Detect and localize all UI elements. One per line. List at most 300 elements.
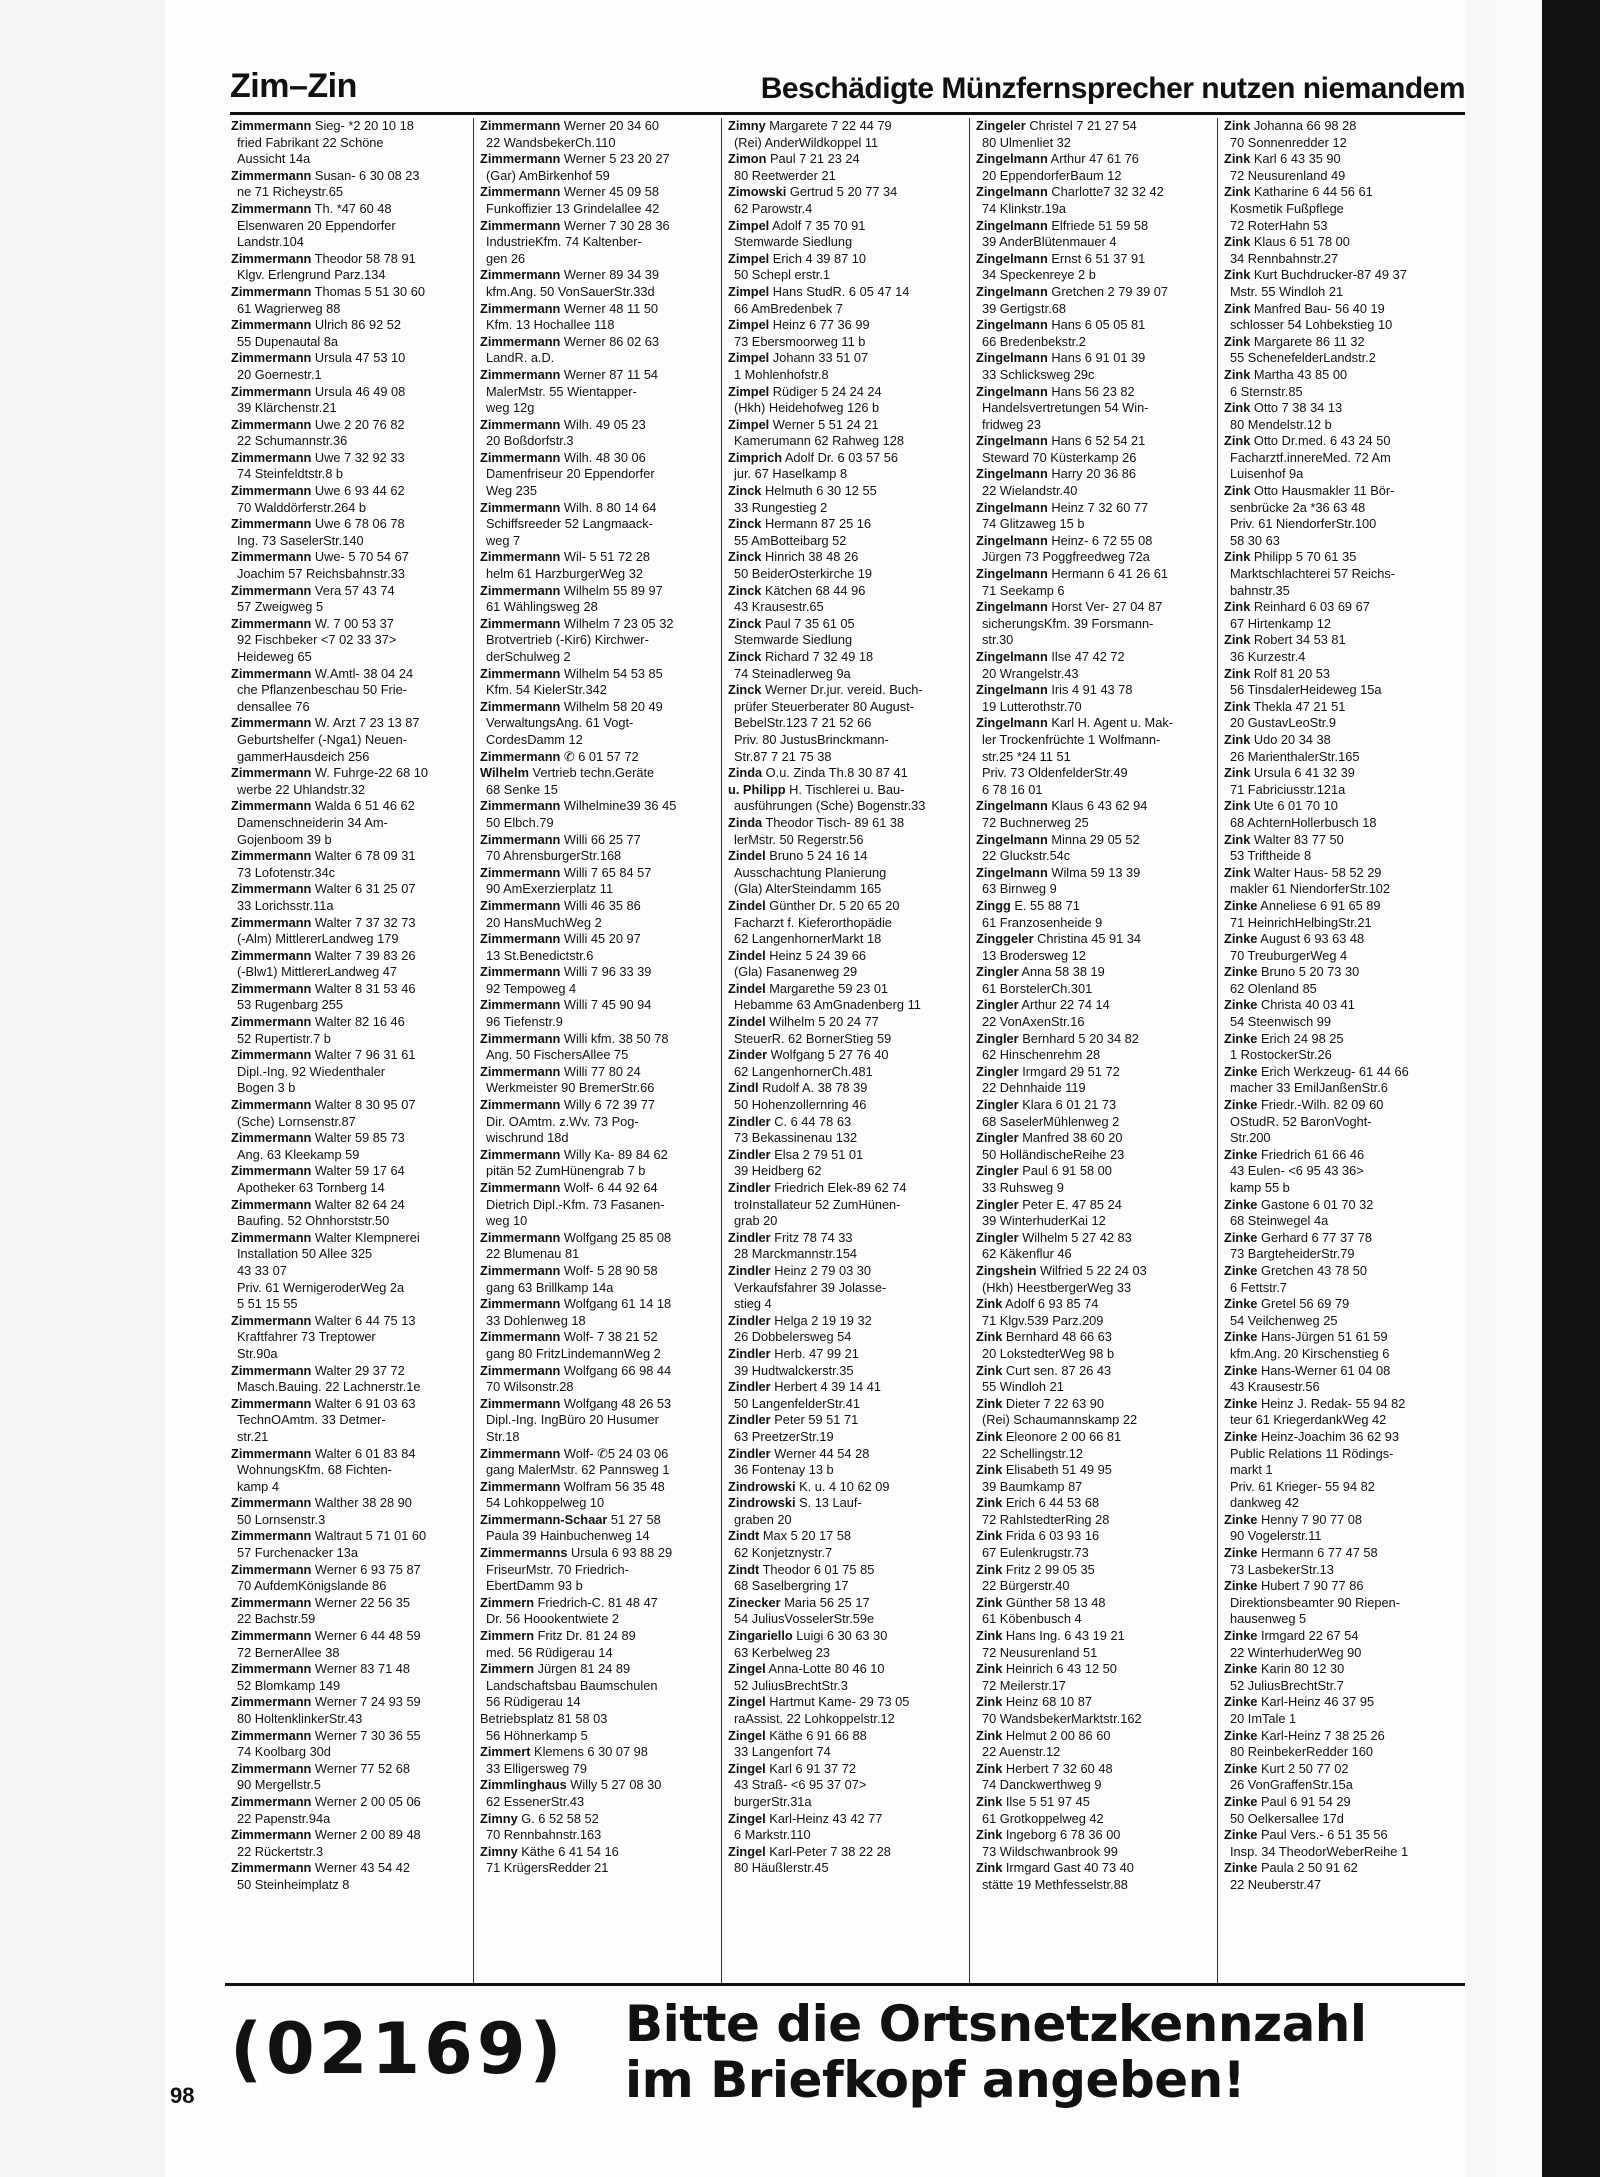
- entry-details: Helga 2 19 19 32: [770, 1312, 872, 1328]
- listing-entry: [970, 1263, 1210, 1296]
- entry-address: 6 Fettstr.7: [1230, 1279, 1287, 1295]
- entry-details: Fritz 2 99 05 35: [1002, 1561, 1095, 1577]
- entry-address: CordesDamm 12: [486, 731, 583, 747]
- entry-address: 57 Furchenacker 13a: [237, 1545, 358, 1561]
- entry-details: Walter 7 37 32 73: [311, 914, 416, 930]
- listing-entry: [722, 649, 962, 682]
- entry-surname: Zink: [976, 1661, 1003, 1677]
- listing-entry: [225, 981, 465, 1014]
- entry-address: Baufing. 52 Ohnhorststr.50: [237, 1213, 390, 1229]
- entry-address: 63 Kerbelweg 23: [734, 1644, 831, 1660]
- entry-details: Werner 2 00 89 48: [311, 1827, 421, 1843]
- entry-details: Hans Ing. 6 43 19 21: [1002, 1628, 1125, 1644]
- listing-entry: [474, 666, 714, 699]
- entry-address: 62 Konjetznystr.7: [734, 1545, 833, 1561]
- entry-details: Irmgard 22 67 54: [1257, 1628, 1359, 1644]
- listing-entry: [1218, 118, 1458, 151]
- listing-entry: [474, 1711, 714, 1744]
- entry-details: Udo 20 34 38: [1250, 731, 1331, 747]
- listing-entry: [225, 317, 465, 350]
- entry-address: 22 Bürgerstr.40: [982, 1578, 1070, 1594]
- entry-details: Theodor 58 78 91: [311, 250, 416, 266]
- entry-surname: Zinck: [728, 582, 762, 598]
- entry-surname: Zimmermann: [231, 1793, 312, 1809]
- listing-entry: [1218, 599, 1458, 632]
- entry-address: 50 HolländischeReihe 23: [982, 1146, 1125, 1162]
- entry-surname: Zingler: [976, 1063, 1019, 1079]
- listing-column-2: [473, 118, 714, 1983]
- listing-entry: [1218, 433, 1458, 483]
- footer-slogan-line2: im Briefkopf angeben!: [625, 2051, 1246, 2109]
- entry-surname: Zimmermann: [231, 317, 312, 333]
- listing-entry: [970, 218, 1210, 251]
- listing-entry: [722, 1379, 962, 1412]
- entry-surname: Zimmermann: [480, 964, 561, 980]
- entry-address: Klgv. Erlengrund Parz.134: [237, 267, 386, 283]
- entry-details: W. 7 00 53 37: [311, 615, 394, 631]
- entry-address: makler 61 NiendorferStr.102: [1230, 881, 1391, 897]
- listing-entry: [225, 1595, 465, 1628]
- entry-address: 22 WandsbekerCh.110: [486, 134, 616, 150]
- entry-address: Elsenwaren 20 Eppendorfer: [237, 217, 396, 233]
- entry-details: Heinrich 6 43 12 50: [1002, 1661, 1117, 1677]
- entry-address: 52 Blomkamp 149: [237, 1677, 341, 1693]
- entry-address: Landstr.104: [237, 234, 304, 250]
- entry-details: W. Arzt 7 23 13 87: [311, 715, 420, 731]
- entry-surname: Zimmermann: [480, 864, 561, 880]
- listing-entry: [225, 1528, 465, 1561]
- listing-entry: [474, 1844, 714, 1877]
- listing-entry: [722, 1595, 962, 1628]
- listing-entry: [225, 201, 465, 251]
- entry-details: Rüdiger 5 24 24 24: [769, 383, 882, 399]
- entry-address: Dietrich Dipl.-Kfm. 73 Fasanen-: [486, 1196, 665, 1212]
- listing-entry: [225, 1860, 465, 1893]
- entry-surname: Zimmermann: [480, 615, 561, 631]
- entry-surname: Zimmermann: [480, 1180, 561, 1195]
- listing-entry: [225, 417, 465, 450]
- entry-details: Wilfried 5 22 24 03: [1036, 1262, 1147, 1278]
- entry-details: Karl 6 91 37 72: [765, 1760, 857, 1776]
- entry-address: Heideweg 65: [237, 649, 312, 664]
- listing-entry: [474, 832, 714, 865]
- scan-margin-right: [1465, 0, 1600, 2177]
- listing-column-1: [225, 118, 465, 1983]
- entry-details: Charlotte7 32 32 42: [1047, 184, 1164, 200]
- entry-surname: Zimmermann: [480, 1262, 561, 1278]
- entry-address: kamp 55 b: [1230, 1180, 1290, 1195]
- listing-entry: [722, 1844, 962, 1877]
- entry-address: Str.18: [486, 1428, 520, 1444]
- entry-address: 92 Tempoweg 4: [486, 980, 577, 996]
- entry-surname: Zimmermann: [480, 549, 561, 565]
- entry-address: 22 WinterhuderWeg 90: [1230, 1644, 1362, 1660]
- entry-details: Heinz 7 32 60 77: [1047, 499, 1149, 515]
- entry-details: Peter 59 51 71: [770, 1412, 859, 1428]
- listing-entry: [225, 715, 465, 765]
- entry-details: Katharine 6 44 56 61: [1250, 184, 1373, 200]
- entry-surname: Zinke: [1224, 1063, 1258, 1079]
- entry-address: Priv. 80 JustusBrinckmann-: [734, 731, 889, 747]
- entry-address: 43 Krausestr.56: [1230, 1379, 1320, 1395]
- entry-details: Kätchen 68 44 96: [761, 582, 866, 598]
- entry-address: 90 AmExerzierplatz 11: [486, 881, 614, 897]
- entry-surname: Zinda: [728, 765, 763, 781]
- listing-entry: [1218, 334, 1458, 367]
- entry-details: Harry 20 36 86: [1047, 466, 1137, 482]
- entry-details: Anna 58 38 19: [1018, 964, 1105, 980]
- listing-entry: [225, 1396, 465, 1446]
- listing-entry: [722, 1080, 962, 1113]
- listing-entry: [1218, 832, 1458, 865]
- entry-details: Heinz-Joachim 36 62 93: [1257, 1428, 1399, 1444]
- entry-address: kamp 4: [237, 1478, 279, 1494]
- listing-entry: [474, 1512, 714, 1545]
- entry-address: 22 Auenstr.12: [982, 1744, 1061, 1760]
- listing-entry: [1218, 1794, 1458, 1827]
- listing-entry: [225, 1163, 465, 1196]
- entry-surname: Zimmermann: [480, 1329, 561, 1345]
- entry-address: 22 Gluckstr.54c: [982, 848, 1071, 864]
- entry-address: Str.87 7 21 75 38: [734, 748, 832, 764]
- entry-surname: Zinke: [1224, 1628, 1258, 1644]
- listing-entry: [1218, 1097, 1458, 1147]
- listing-entry: [722, 1114, 962, 1147]
- listing-entry: [970, 500, 1210, 533]
- listing-entry: [970, 865, 1210, 898]
- entry-surname: Zink: [976, 1428, 1003, 1444]
- listing-entry: [970, 118, 1210, 151]
- entry-surname: Zinck: [728, 649, 762, 664]
- listing-entry: [225, 1661, 465, 1694]
- entry-address: Brotvertrieb (-Kir6) Kirchwer-: [486, 632, 649, 648]
- entry-address: 68 SaselerMühlenweg 2: [982, 1113, 1120, 1129]
- entry-details: Werner 6 44 48 59: [311, 1628, 421, 1644]
- entry-surname: Zimmermann: [231, 350, 312, 366]
- entry-surname: Zinke: [1224, 1694, 1258, 1710]
- entry-address: (Hkh) Heidehofweg 126 b: [734, 400, 880, 416]
- listing-entry: [970, 1827, 1210, 1860]
- listing-entry: [1218, 1197, 1458, 1230]
- entry-details: Ilse 5 51 97 45: [1002, 1793, 1090, 1809]
- entry-address: VerwaltungsAng. 61 Vogt-: [486, 715, 634, 731]
- entry-surname: Zimmermanns: [480, 1545, 568, 1561]
- listing-entry: [474, 301, 714, 334]
- entry-surname: Zimmlinghaus: [480, 1777, 567, 1793]
- entry-address: Handelsvertretungen 54 Win-: [982, 400, 1149, 416]
- entry-details: Wilh. 8 80 14 64: [560, 499, 657, 515]
- entry-details: Werner 7 30 28 36: [560, 217, 670, 233]
- entry-address: 72 Meilerstr.17: [982, 1677, 1066, 1693]
- entry-address: LandR. a.D.: [486, 350, 555, 366]
- entry-surname: Zimmermann: [231, 250, 312, 266]
- entry-address: 33 Ruhsweg 9: [982, 1180, 1064, 1195]
- entry-surname: Zingler: [976, 1130, 1019, 1146]
- entry-surname: Zimmermann: [231, 200, 312, 216]
- entry-address: 74 Danckwerthweg 9: [982, 1777, 1102, 1793]
- entry-details: Karl-Peter 7 38 22 28: [765, 1843, 891, 1859]
- entry-details: Werner 89 34 39: [560, 267, 660, 283]
- entry-address: 13 Brodersweg 12: [982, 947, 1086, 963]
- entry-address: 22 Neuberstr.47: [1230, 1876, 1322, 1892]
- entry-surname: Zindrowski: [728, 1478, 796, 1494]
- entry-details: Ernst 6 51 37 91: [1047, 250, 1146, 266]
- entry-details: S. 13 Lauf-: [795, 1495, 862, 1511]
- entry-address: 70 Wilsonstr.28: [486, 1379, 574, 1395]
- listing-entry: [225, 384, 465, 417]
- entry-surname: Zimmermann: [231, 1014, 312, 1030]
- entry-details: Elisabeth 51 49 95: [1002, 1462, 1112, 1478]
- entry-surname: Zink: [1224, 400, 1251, 416]
- entry-details: Friedrich 61 66 46: [1257, 1146, 1365, 1162]
- listing-entry: [1218, 1512, 1458, 1545]
- entry-address: 39 Hudtwalckerstr.35: [734, 1362, 854, 1378]
- entry-surname: Zinke: [1224, 1428, 1258, 1444]
- entry-details: Hans-Werner 61 04 08: [1257, 1362, 1391, 1378]
- entry-details: Walter 6 31 25 07: [311, 881, 416, 897]
- listing-entry: [474, 765, 714, 798]
- entry-address: 70 Sonnenredder 12: [1230, 134, 1347, 150]
- entry-surname: Zink: [1224, 798, 1251, 814]
- listing-entry: [474, 417, 714, 450]
- entry-surname: Zimmermann: [480, 698, 561, 714]
- entry-details: W.Amtl- 38 04 24: [311, 665, 414, 681]
- listing-entry: [970, 317, 1210, 350]
- entry-surname: Zimny: [728, 118, 766, 133]
- entry-address: (Rei) Schaumannskamp 22: [982, 1412, 1138, 1428]
- listing-entry: [970, 1031, 1210, 1064]
- page-footer: [170, 1988, 1465, 2128]
- entry-address: 5 51 15 55: [237, 1296, 298, 1312]
- entry-address: (-Blw1) MittlererLandweg 47: [237, 964, 398, 980]
- listing-entry: [970, 466, 1210, 499]
- entry-surname: Zimmermann: [231, 1694, 312, 1710]
- entry-details: Ingeborg 6 78 36 00: [1002, 1827, 1121, 1843]
- entry-address: 80 Häußlerstr.45: [734, 1860, 829, 1876]
- entry-surname: Zimmermann: [231, 1561, 312, 1577]
- entry-surname: Zindler: [728, 1262, 771, 1278]
- entry-details: Willi 7 45 90 94: [560, 997, 652, 1013]
- entry-address: 50 Steinheimplatz 8: [237, 1876, 350, 1892]
- entry-details: Wolf- 7 38 21 52: [560, 1329, 658, 1345]
- listing-entry: [970, 898, 1210, 931]
- entry-address: gang 80 FritzLindemannWeg 2: [486, 1345, 661, 1361]
- listing-entry: [1218, 865, 1458, 898]
- listing-entry: [970, 1097, 1210, 1130]
- entry-address: 90 Vogelerstr.11: [1230, 1528, 1322, 1544]
- entry-address: 62 EssenerStr.43: [486, 1793, 585, 1809]
- entry-address: 80 Ulmenliet 32: [982, 134, 1071, 150]
- listing-entry: [474, 450, 714, 500]
- entry-address: 74 Steinadlerweg 9a: [734, 665, 851, 681]
- listing-entry: [722, 417, 962, 450]
- listing-entry: [970, 1595, 1210, 1628]
- entry-surname: Zimmermann: [231, 1196, 312, 1212]
- entry-address: Ang. 50 FischersAllee 75: [486, 1047, 629, 1063]
- entry-details: Adolf 7 35 70 91: [769, 217, 866, 233]
- entry-address: (-Alm) MittlererLandweg 179: [237, 931, 399, 947]
- entry-surname: Zimmermann: [231, 449, 312, 465]
- listing-entry: [722, 151, 962, 184]
- listing-entry: [1218, 1827, 1458, 1860]
- entry-surname: Zindel: [728, 1014, 766, 1030]
- entry-address: 62 Hinschenrehm 28: [982, 1047, 1101, 1063]
- entry-address: 54 Veilchenweg 25: [1230, 1312, 1338, 1328]
- entry-address: (Gla) Fasanenweg 29: [734, 964, 858, 980]
- entry-surname: Zink: [1224, 333, 1251, 349]
- listing-entry: [225, 1230, 465, 1313]
- entry-details: Hans-Jürgen 51 61 59: [1257, 1329, 1388, 1345]
- entry-address: Mstr. 55 Windloh 21: [1230, 283, 1344, 299]
- entry-address: 72 RahlstedterRing 28: [982, 1511, 1110, 1527]
- listing-entry: [970, 284, 1210, 317]
- entry-address: 70 AufdemKönigslande 86: [237, 1578, 387, 1594]
- entry-details: Johann 33 51 07: [769, 350, 869, 366]
- entry-details: Karl-Heinz 7 38 25 26: [1257, 1727, 1385, 1743]
- entry-address: Werkmeister 90 BremerStr.66: [486, 1080, 655, 1096]
- entry-details: Margarete 86 11 32: [1250, 333, 1365, 349]
- listing-entry: [722, 948, 962, 981]
- entry-surname: Zimmern: [480, 1594, 535, 1610]
- entry-details: Willy 5 27 08 30: [566, 1777, 662, 1793]
- entry-details: Paul Vers.- 6 51 35 56: [1257, 1827, 1388, 1843]
- listing-entry: [970, 384, 1210, 434]
- entry-details: Bernhard 48 66 63: [1002, 1329, 1112, 1345]
- listing-entry: [722, 616, 962, 649]
- listing-entry: [722, 1761, 962, 1811]
- entry-details: Susan- 6 30 08 23: [311, 167, 420, 183]
- entry-address: 54 Steenwisch 99: [1230, 1014, 1332, 1030]
- entry-address: 36 Kurzestr.4: [1230, 649, 1306, 664]
- entry-surname: Zink: [976, 1528, 1003, 1544]
- entry-details: Heinz 2 79 03 30: [770, 1262, 871, 1278]
- entry-surname: Zingel: [728, 1810, 766, 1826]
- entry-surname: Zink: [1224, 864, 1251, 880]
- entry-surname: Zindler: [728, 1180, 771, 1195]
- entry-address: Geburtshelfer (-Nga1) Neuen-: [237, 731, 407, 747]
- entry-details: Kurt Buchdrucker-87 49 37: [1250, 267, 1407, 283]
- listing-entry: [722, 1811, 962, 1844]
- listing-entry: [474, 1595, 714, 1628]
- listing-entry: [1218, 898, 1458, 931]
- entry-details: Walter 59 85 73: [311, 1130, 405, 1146]
- entry-address: 70 Walddörferstr.264 b: [237, 499, 366, 515]
- entry-details: Arthur 22 74 14: [1018, 997, 1110, 1013]
- entry-address: 33 Dohlenweg 18: [486, 1312, 586, 1328]
- listing-entry: [474, 267, 714, 300]
- entry-surname: Zimmermann: [480, 1097, 561, 1113]
- entry-details: Friedrich-C. 81 48 47: [534, 1594, 658, 1610]
- entry-details: Werner 86 02 63: [560, 333, 660, 349]
- listing-entry: [970, 1329, 1210, 1362]
- entry-address: 26 Dobbelersweg 54: [734, 1329, 852, 1345]
- entry-address: 55 Windloh 21: [982, 1379, 1064, 1395]
- entry-address: 22 Dehnhaide 119: [982, 1080, 1086, 1096]
- entry-details: Sieg- *2 20 10 18: [311, 118, 414, 133]
- listing-entry: [970, 931, 1210, 964]
- entry-surname: Zimmern: [480, 1661, 535, 1677]
- entry-surname: Zink: [976, 1727, 1003, 1743]
- entry-details: Heinz- 6 72 55 08: [1047, 532, 1153, 548]
- entry-address: 70 Rennbahnstr.163: [486, 1827, 602, 1843]
- listing-entry: [970, 533, 1210, 566]
- listing-entry: [225, 616, 465, 666]
- entry-address: 67 Eulenkrugstr.73: [982, 1545, 1089, 1561]
- listing-entry: [722, 848, 962, 898]
- entry-surname: Zinke: [1224, 1511, 1258, 1527]
- entry-surname: Zink: [1224, 599, 1251, 615]
- listing-entry: [474, 1661, 714, 1711]
- entry-surname: Zindel: [728, 848, 766, 864]
- entry-address: 80 Reetwerder 21: [734, 167, 836, 183]
- entry-address: Priv. 73 OldenfelderStr.49: [982, 765, 1128, 781]
- entry-address: FriseurMstr. 70 Friedrich-: [486, 1561, 629, 1577]
- entry-address: 34 Rennbahnstr.27: [1230, 250, 1339, 266]
- entry-surname: Zimmermann: [480, 184, 561, 200]
- entry-address: 52 JuliusBrechtStr.7: [1230, 1677, 1344, 1693]
- entry-surname: Zink: [976, 1827, 1003, 1843]
- entry-details: Walter 6 01 83 84: [311, 1445, 416, 1461]
- entry-address: 73 Wildschwanbrook 99: [982, 1843, 1118, 1859]
- entry-details: Christel 7 21 27 54: [1025, 118, 1137, 133]
- listing-entry: [1218, 151, 1458, 184]
- footer-slogan: [625, 1996, 1367, 2108]
- entry-details: W. Fuhrge-22 68 10: [311, 765, 429, 781]
- entry-details: Willi 77 80 24: [560, 1063, 641, 1079]
- entry-details: Willi kfm. 38 50 78: [560, 1030, 669, 1046]
- entry-surname: Zinke: [1224, 1727, 1258, 1743]
- entry-address: Ing. 73 SaselerStr.140: [237, 532, 364, 548]
- listing-entry: [970, 1064, 1210, 1097]
- entry-address: 22 Blumenau 81: [486, 1246, 580, 1262]
- entry-details: Käthe 6 91 66 88: [765, 1727, 867, 1743]
- entry-details: Werner 45 09 58: [560, 184, 660, 200]
- entry-details: Elfriede 51 59 58: [1047, 217, 1149, 233]
- entry-surname: Zinke: [1224, 1030, 1258, 1046]
- entry-address: 72 Buchnerweg 25: [982, 814, 1089, 830]
- entry-address: 39 WinterhuderKai 12: [982, 1213, 1106, 1229]
- page-header: [230, 52, 1465, 115]
- entry-address: Aussicht 14a: [237, 151, 311, 167]
- entry-address: 92 Fischbeker <7 02 33 37>: [237, 632, 397, 648]
- entry-details: Adolf Dr. 6 03 57 56: [782, 449, 899, 465]
- entry-address: gammerHausdeich 256: [237, 748, 370, 764]
- entry-surname: Zink: [1224, 267, 1251, 283]
- entry-details: Th. *47 60 48: [311, 200, 392, 216]
- entry-details: Walda 6 51 46 62: [311, 798, 415, 814]
- entry-surname: Zimpel: [728, 250, 770, 266]
- entry-surname: Zinke: [1224, 931, 1258, 947]
- entry-address: SteuerR. 62 BornerStieg 59: [734, 1030, 892, 1046]
- listing-entry: [970, 433, 1210, 466]
- entry-details: Christa 40 03 41: [1257, 997, 1355, 1013]
- listing-entry: [1218, 1031, 1458, 1064]
- entry-address: 74 Klinkstr.19a: [982, 200, 1066, 216]
- entry-surname: Zink: [976, 1694, 1003, 1710]
- listing-entry: [225, 549, 465, 582]
- listing-entry: [225, 450, 465, 483]
- entry-details: Walter 6 78 09 31: [311, 848, 416, 864]
- listing-entry: [1218, 234, 1458, 267]
- entry-details: Gretel 56 69 79: [1257, 1296, 1350, 1312]
- entry-address: 62 Käkenflur 46: [982, 1246, 1072, 1262]
- listing-entry: [225, 1495, 465, 1528]
- entry-address: werbe 22 Uhlandstr.32: [237, 781, 366, 797]
- listing-entry: [722, 218, 962, 251]
- entry-address: weg 12g: [486, 400, 535, 416]
- listing-entry: [1218, 1363, 1458, 1396]
- entry-details: Klaus 6 51 78 00: [1250, 234, 1350, 250]
